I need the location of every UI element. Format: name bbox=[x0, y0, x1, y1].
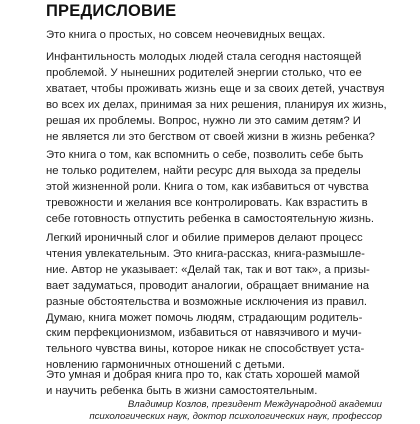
text-line: разные обстоятельства и возможные исключения из правил. bbox=[46, 295, 368, 308]
text-line: чтения увлекательным. Это книга-рассказ, книга-размышле- bbox=[46, 247, 365, 260]
text-line: проблемой. У нынешних родителей энергии столько, что ее bbox=[46, 66, 362, 79]
signature-line: Владимир Козлов, президент Международной академии bbox=[127, 399, 382, 410]
paragraph-1 bbox=[46, 28, 376, 44]
text-line: Думаю, книга может помочь людям, страдающим родитель- bbox=[46, 311, 363, 324]
signature bbox=[89, 399, 382, 424]
text-line: вает задуматься, проводит аналогии, обращает внимание на bbox=[46, 279, 370, 292]
text-line: Это книга о простых, но совсем неочевидных вещах. bbox=[46, 29, 326, 41]
text-line: и научить ребенка быть в жизни самостоятельным. bbox=[46, 384, 318, 397]
page-title: ПРЕДИСЛОВИЕ bbox=[46, 2, 177, 20]
text-line: решая их проблемы. Вопрос, нужно ли это самим детям? И bbox=[46, 114, 361, 127]
text-line: себе готовность отпустить ребенка в самостоятельную жизнь. bbox=[46, 212, 375, 225]
text-line: Это умная и добрая книга про то, как стать хорошей мамой bbox=[46, 369, 360, 381]
text-line: ским перфекционизмом, избавиться от навязчивого и мучи- bbox=[46, 327, 362, 340]
paragraph-3 bbox=[46, 148, 376, 228]
text-line: не только родителем, найти ресурс для выхода за пределы bbox=[46, 164, 361, 177]
text-line: Инфантильность молодых людей стала сегодня настоящей bbox=[46, 51, 362, 63]
paragraph-2 bbox=[46, 50, 387, 145]
paragraph-4 bbox=[46, 231, 376, 374]
text-line: не является ли это бегством от своей жизни в жизнь ребенка? bbox=[46, 130, 375, 143]
text-line: новлению гармоничных отношений с детьми. bbox=[46, 359, 285, 372]
signature-line: психологических наук, доктор психологических наук, профессор bbox=[89, 411, 382, 423]
text-line: тельного чувства вины, которое никак не способствует уста- bbox=[46, 343, 365, 356]
text-line: во всех их делах, принимая за них решения, планируя их жизнь, bbox=[46, 98, 387, 111]
text-line: этой жизненной роли. Книга о том, как избавиться от чувства bbox=[46, 180, 369, 193]
text-line: хватает, чтобы проживать жизнь еще и за своих детей, участвуя bbox=[46, 82, 385, 95]
text-line: Легкий ироничный слог и обилие примеров делают процесс bbox=[46, 232, 363, 244]
text-line: ние. Автор не указывает: «Делай так, так и вот так», а призы- bbox=[46, 263, 370, 276]
text-line: Это книга о том, как вспомнить о себе, позволить себе быть bbox=[46, 149, 364, 161]
paragraph-5 bbox=[46, 368, 376, 400]
text-line: тревожности и желания все контролировать. Как взрастить в bbox=[46, 196, 368, 209]
